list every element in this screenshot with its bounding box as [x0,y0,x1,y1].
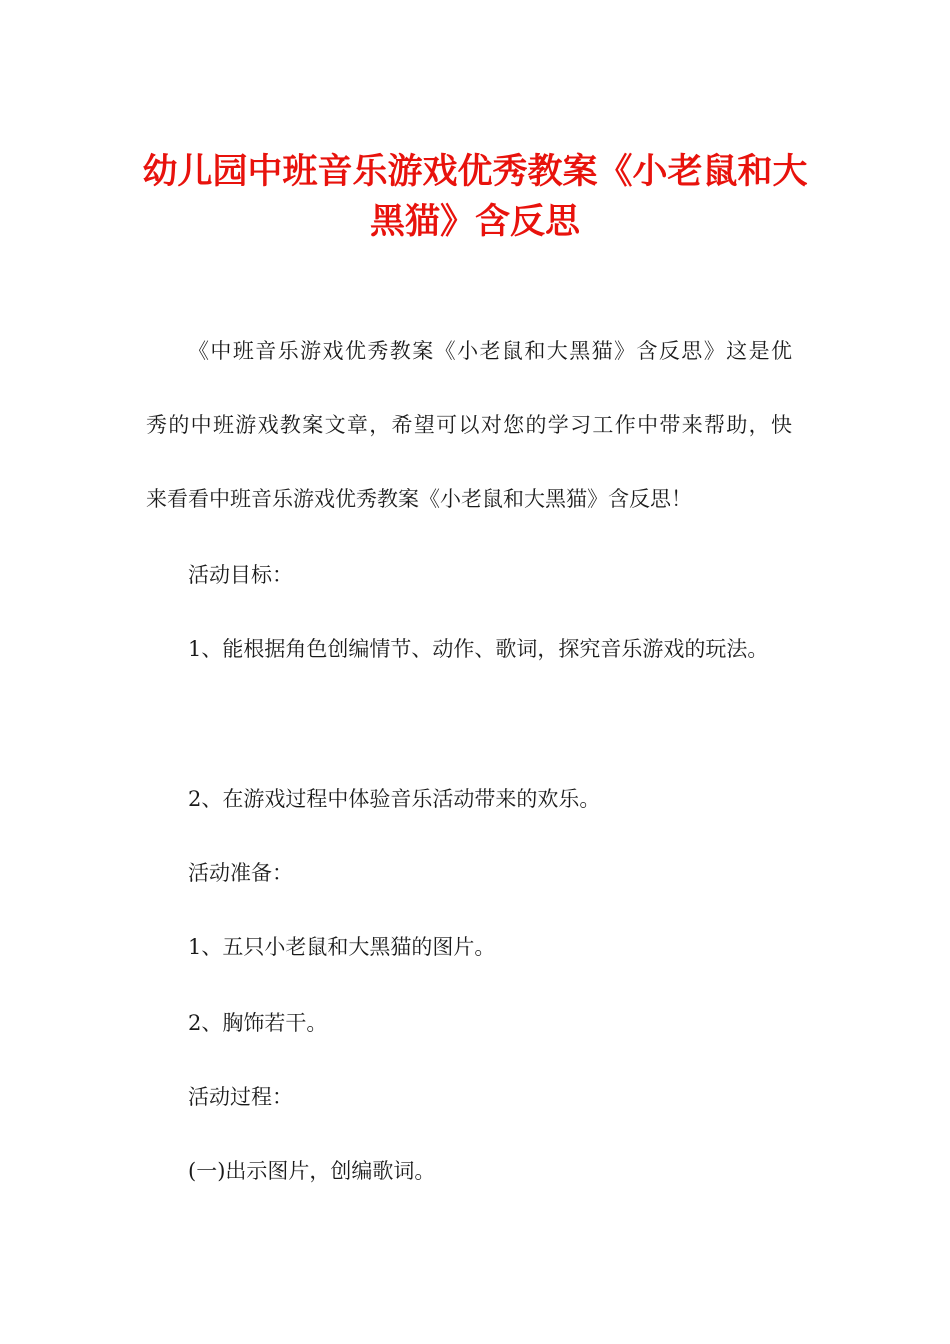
process-heading: 活动过程： [188,1085,293,1109]
goal-item-1: 1、能根据角色创编情节、动作、歌词，探究音乐游戏的玩法。 [188,637,769,661]
process-item-1: (一)出示图片，创编歌词。 [188,1159,436,1183]
prep-item-2: 2、胸饰若干。 [188,1011,328,1035]
document-title-line-1: 幼儿园中班音乐游戏优秀教案《小老鼠和大 [142,152,808,192]
goal-heading: 活动目标： [188,563,293,587]
prep-item-1: 1、五只小老鼠和大黑猫的图片。 [188,935,496,959]
intro-paragraph-line-2: 秀的中班游戏教案文章，希望可以对您的学习工作中带来帮助，快 [146,413,792,437]
document-title-line-2: 黑猫》含反思 [369,202,580,242]
intro-paragraph-line-3: 来看看中班音乐游戏优秀教案《小老鼠和大黑猫》含反思！ [146,487,692,511]
goal-item-2: 2、在游戏过程中体验音乐活动带来的欢乐。 [188,787,601,811]
intro-paragraph-line-1: 《中班音乐游戏优秀教案《小老鼠和大黑猫》含反思》这是优 [188,339,792,363]
prep-heading: 活动准备： [188,861,293,885]
